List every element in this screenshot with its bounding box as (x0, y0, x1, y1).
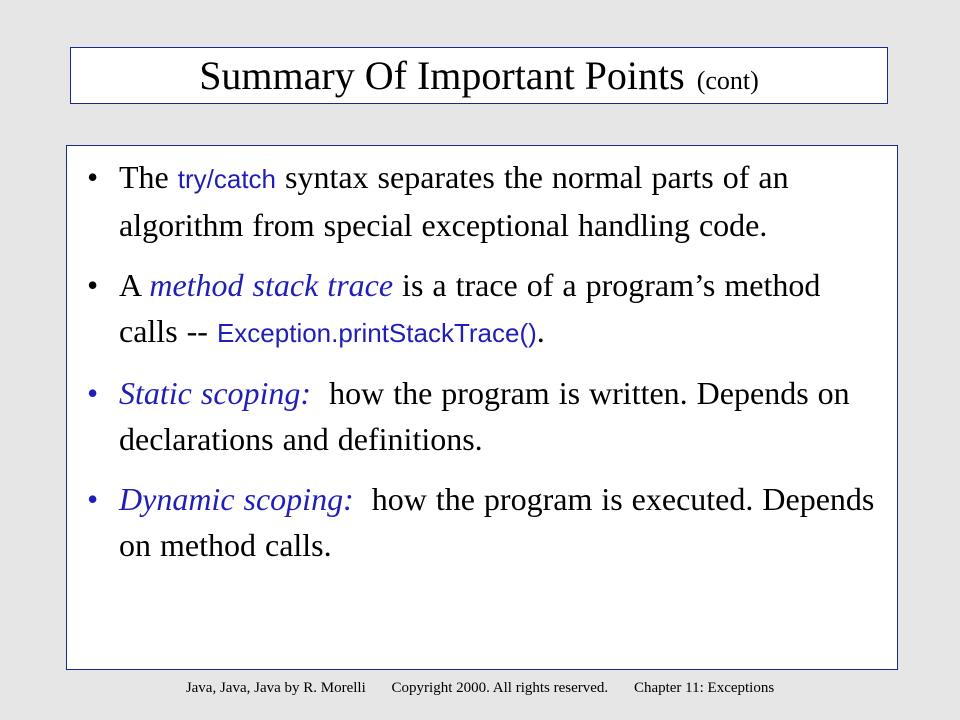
footer (0, 680, 960, 697)
bullet-text: how the program is written. Depends on declarations and definitions. (119, 375, 859, 457)
page-title (199, 52, 759, 98)
footer-copyright: Copyright 2000. All rights reserved. (391, 680, 609, 696)
term-static-scoping: Static scoping: (119, 375, 312, 411)
bullet-text: how the program is executed. Depends on method calls. (119, 481, 884, 563)
bullet-icon: • (87, 267, 99, 303)
title-box (70, 47, 888, 104)
bullet-item-static-scoping (87, 370, 887, 462)
term-dynamic-scoping: Dynamic scoping: (119, 481, 354, 517)
bullet-icon: • (87, 481, 99, 517)
footer-book: Java, Java, Java by R. Morelli (185, 680, 366, 696)
bullet-item-dynamic-scoping (87, 476, 887, 568)
bullet-icon: • (87, 159, 99, 195)
bullet-item-try-catch (87, 154, 887, 248)
term-method-stack-trace: method stack trace (149, 267, 394, 303)
title-text: Summary Of Important Points (199, 52, 685, 98)
footer-chapter: Chapter 11: Exceptions (633, 680, 775, 696)
bullet-text-lead: The (119, 159, 178, 195)
bullet-list (87, 154, 887, 582)
code-print-stack-trace: Exception.printStackTrace() (216, 318, 537, 348)
bullet-text-lead: A (119, 267, 150, 303)
bullet-icon: • (87, 375, 99, 411)
content-box (66, 145, 898, 670)
bullet-item-stack-trace (87, 262, 887, 356)
title-suffix: (cont) (696, 65, 759, 95)
bullet-text-tail: . (536, 313, 545, 349)
bullet-text: is a trace of a program’s method calls -- (119, 267, 821, 349)
code-try-catch: try/catch (177, 164, 276, 194)
bullet-text: syntax separates the normal parts of an algorithm from special exceptional handling code. (119, 159, 789, 243)
